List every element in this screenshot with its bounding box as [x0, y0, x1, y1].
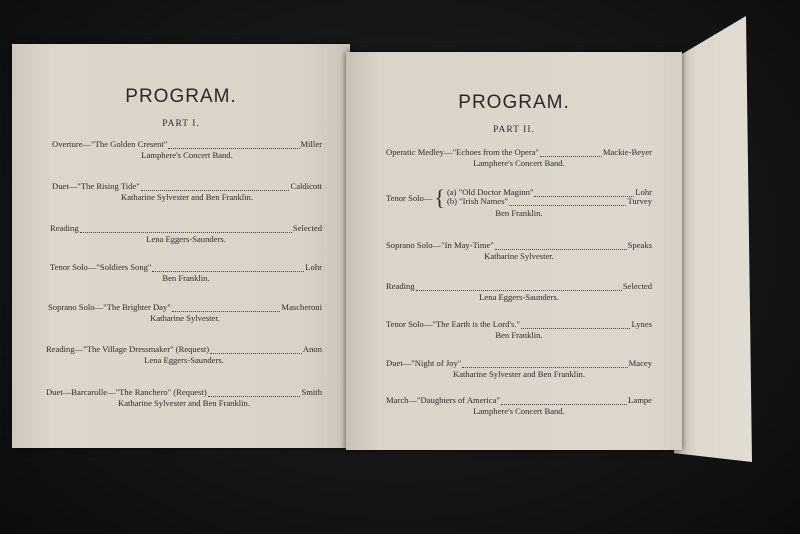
piece-title: Reading: [386, 281, 415, 291]
program-entry: [50, 262, 322, 284]
piece-title: Reading—"The Village Dressmaker" (Request): [46, 344, 210, 354]
composer: Mascheroni: [281, 302, 322, 312]
performers: Ben Franklin.: [495, 208, 543, 218]
performers: Katharine Sylvester and Ben Franklin.: [453, 369, 585, 379]
composer: Lynes: [631, 319, 652, 329]
program-entry: [52, 139, 322, 161]
piece-title: Operatic Medley—"Echoes from the Opera": [386, 147, 540, 157]
program-heading: PROGRAM.: [125, 86, 237, 107]
program-entry: [386, 319, 652, 341]
composer: Miller: [300, 139, 322, 149]
composer: Lampe: [628, 395, 652, 405]
performers: Katharine Sylvester.: [150, 313, 220, 323]
program-entry: [386, 395, 652, 417]
piece-title: (a) "Old Doctor Maginn": [446, 187, 534, 197]
performers: Katharine Sylvester and Ben Franklin.: [121, 192, 253, 202]
program-heading: PROGRAM.: [458, 92, 570, 113]
composer: Anon: [302, 344, 322, 354]
piece-title: March—"Daughters of America": [386, 395, 500, 405]
composer: Smith: [301, 387, 322, 397]
program-entry: [46, 387, 322, 409]
piece-title: Duet—Barcarolle—"The Ranchero" (Request): [46, 387, 207, 397]
performers: Lena Eggers-Saunders.: [479, 292, 559, 302]
piece-title: Duet—"The Rising Tide": [52, 181, 140, 191]
program-entry: [386, 281, 652, 303]
performers: Katharine Sylvester.: [484, 251, 554, 261]
program-entry: [46, 344, 322, 366]
composer: Selected: [622, 281, 652, 291]
piece-title: Soprano Solo—"In May-Time": [386, 240, 494, 250]
right-page: [346, 52, 682, 450]
performers: Lamphere's Concert Band.: [473, 406, 565, 416]
performers: Lena Eggers-Saunders.: [146, 234, 226, 244]
composer: Mackie-Beyer: [602, 147, 652, 157]
piece-label: Tenor Solo—: [386, 193, 433, 203]
piece-title: Soprano Solo—"The Brighter Day": [48, 302, 171, 312]
piece-title: Duet—"Night of Joy": [386, 358, 462, 368]
program-entry: [386, 358, 652, 380]
left-page: [12, 44, 350, 448]
part-heading: PART I.: [162, 119, 200, 129]
folded-flap: [672, 16, 752, 462]
brace: {: [434, 185, 445, 210]
composer: Speaks: [627, 240, 652, 250]
piece-title: (b) "Irish Names": [446, 196, 508, 206]
piece-title: Overture—"The Golden Cresent": [52, 139, 168, 149]
program-entry: [386, 240, 652, 262]
piece-title: Reading: [50, 223, 79, 233]
program-entry: [48, 302, 322, 324]
piece-title: Tenor Solo—"Soldiers Song": [50, 262, 152, 272]
part-heading: PART II.: [493, 125, 535, 135]
performers: Ben Franklin.: [495, 330, 543, 340]
performers: Ben Franklin.: [162, 273, 210, 283]
performers: Katharine Sylvester and Ben Franklin.: [118, 398, 250, 408]
composer: Turvey: [627, 196, 652, 206]
composer: Lohr: [635, 187, 652, 197]
composer: Lohr: [305, 262, 322, 272]
performers: Lamphere's Concert Band.: [141, 150, 233, 160]
program-entry: [50, 223, 322, 245]
program-entry: [386, 147, 652, 169]
program-entry: [52, 181, 322, 203]
performers: Lena Eggers-Saunders.: [144, 355, 224, 365]
piece-title: Tenor Solo—"The Earth is the Lord's.": [386, 319, 520, 329]
composer: Selected: [292, 223, 322, 233]
composer: Caldicott: [290, 181, 322, 191]
program-entry: [386, 185, 652, 219]
performers: Lamphere's Concert Band.: [473, 158, 565, 168]
composer: Macey: [628, 358, 652, 368]
